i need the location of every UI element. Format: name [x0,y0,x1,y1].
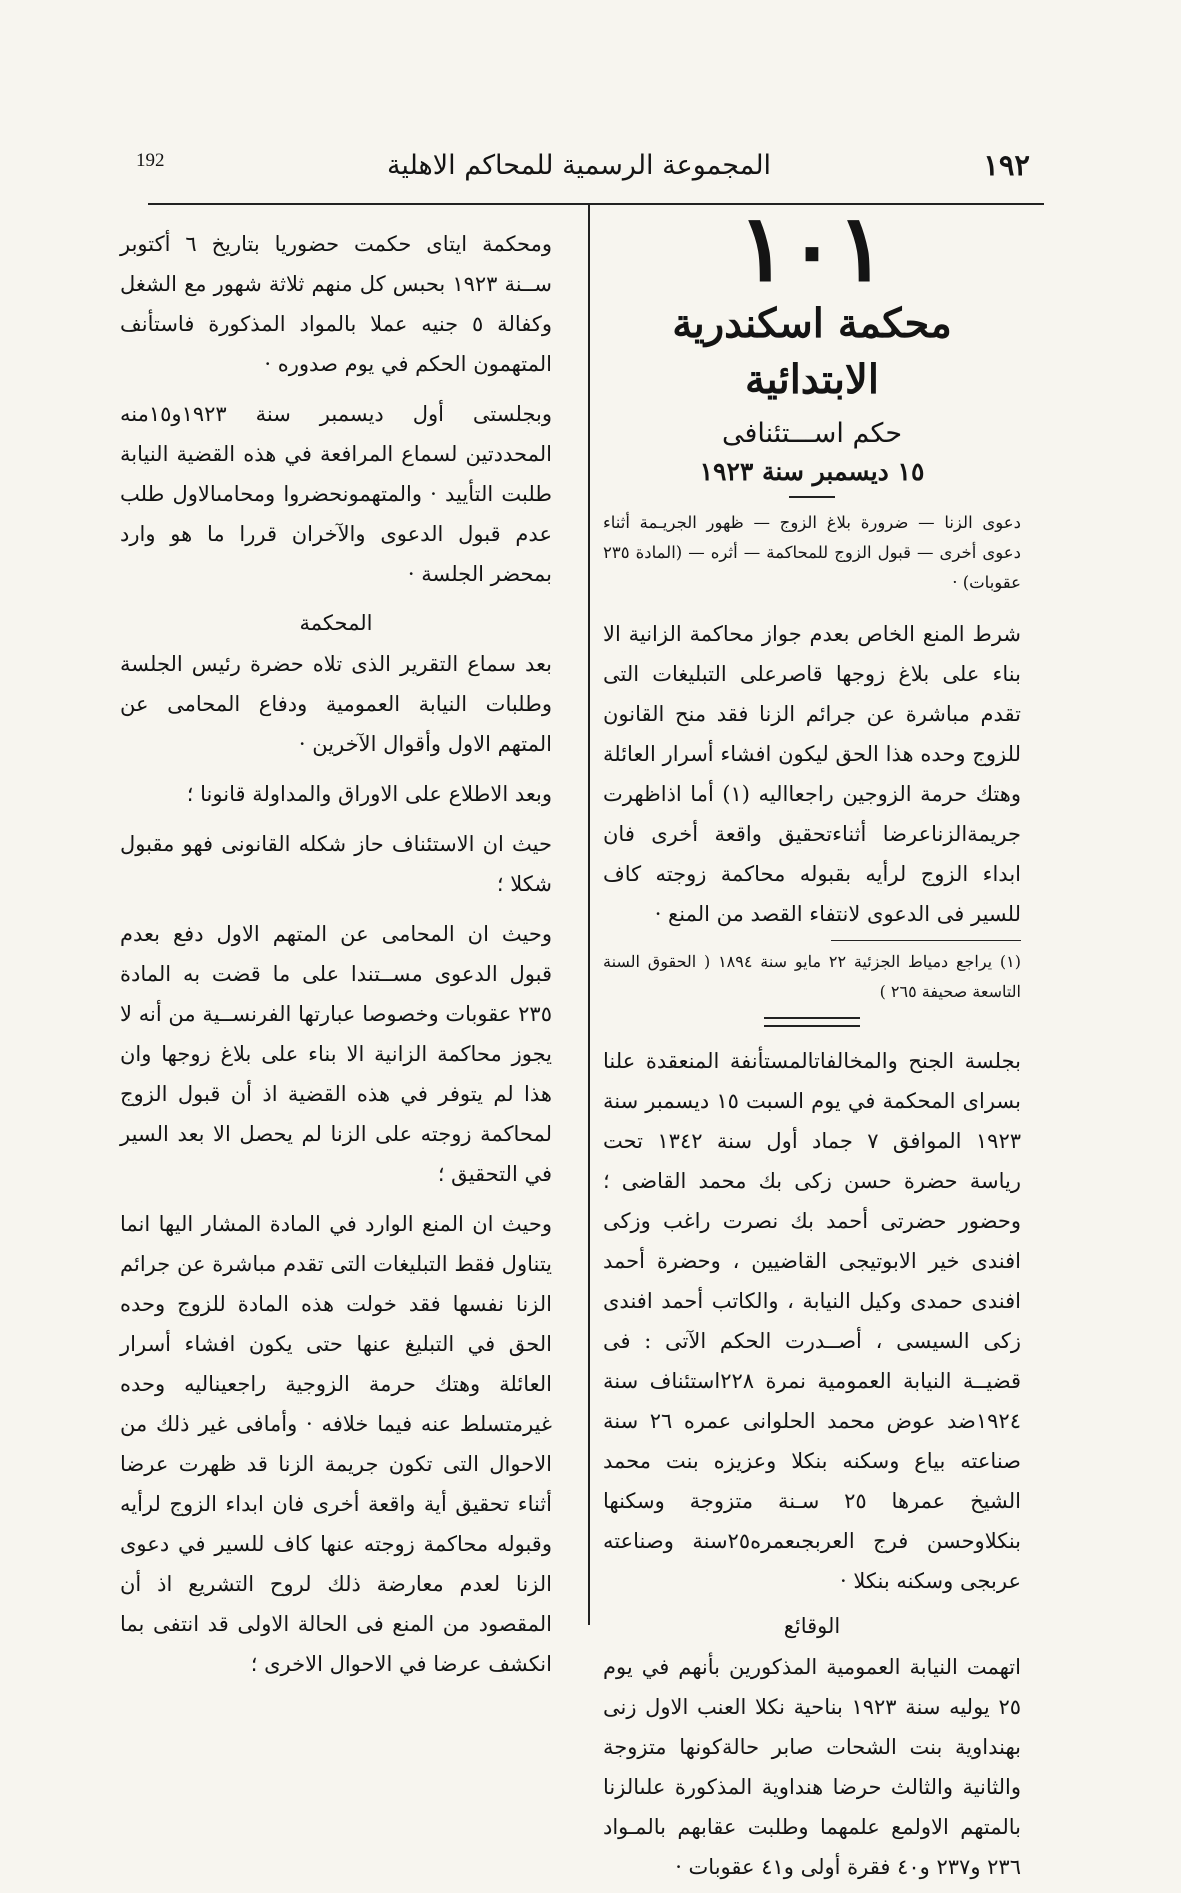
headnote: دعوى الزنا — ضرورة بلاغ الزوج — ظهور الجريـمة أثناء دعوى أخرى — قبول الزوج للمحاكمة — أثره — (المادة ٢٣٥ عقوبات) · [603,513,1021,592]
facts-paragraph: اتهمت النيابة العمومية المذكورين بأنهم في يوم ٢٥ يوليه سنة ١٩٢٣ بناحية نكلا العنب الاول زنى بهنداوية بنت الشحات صابر حالةكونها متزوجة والثانية والثالث حرضا هنداوية المذكورة علىالزنا بالمتهم الاولمع علمهما وطلبت عقابهم بالمـواد ٢٣٦ و٢٣٧ و٤٠ فقرة أولى و٤١ عقوبات · [603,1655,1021,1879]
body-paragraph: وحيث ان المنع الوارد في المادة المشار اليها انما يتناول فقط التبليغات التى تقدم مباشرة عن جرائم الزنا نفسها فقد خولت هذه المادة للزوج وحده الحق في التبليغ عنها حتى يكون افشاء أسرار العائلة وهتك حرمة الزوجية راجعيناليه وحده غيرمتسلط عنه فيما خلافه · وأمافى غير ذلك من الاحوال التى تكون جريمة الزنا قد ظهرت عرضا أثناء تحقيق أية واقعة أخرى فان ابداء الزوج لرأيه وقبوله محاكمة زوجته عنها كاف للسير في دعوى الزنا لعدم معارضة ذلك لروح التشريع اذ أن المقصود من المنع فى الحالة الاولى قد انتفى بما انكشف عرضا في الاحوال الاخرى ؛ [120,1212,552,1676]
footnote: (١) يراجع دمياط الجزئية ٢٢ مايو سنة ١٨٩٤ ( الحقوق السنة التاسعة صحيفة ٢٦٥ ) [603,952,1021,1001]
legal-principle: شرط المنع الخاص بعدم جواز محاكمة الزانية الا بناء على بلاغ زوجها قاصرعلى التبليغات التى تقدم مباشرة عن جرائم الزنا فقد منح القانون للزوج وحده هذا الحق ليكون افشاء أسرار العائلة وهتك حرمة الزوجين راجعااليه (١) أما اذاظهرت جريمةالزناعرضا أثناءتحقيق واقعة أخرى فان ابداء الزوج لرأيه بقبوله محاكمة زوجته كاف للسير فى الدعوى لانتفاء القصد من المنع · [603,622,1021,926]
body-paragraph: وبجلستى أول ديسمبر سنة ١٩٢٣و١٥منه المحددتين لسماع المرافعة في هذه القضية النيابة طلبت التأييد · والمتهمونحضروا ومحامىالاول طلب عدم قبول الدعوى والآخران قررا ما هو وارد بمحضر الجلسة · [120,402,552,586]
column-divider [588,205,590,1625]
body-paragraph: بعد سماع التقرير الذى تلاه حضرة رئيس الجلسة وطلبات النيابة العمومية ودفاع المحامى عن المتهم الاول وأقوال الآخرين · [120,652,552,756]
left-column [120,224,552,1694]
section-double-rule [764,1017,860,1027]
body-paragraph: وبعد الاطلاع على الاوراق والمداولة قانونا ؛ [186,782,552,806]
page-header [118,150,1040,198]
publication-title: المجموعة الرسمية للمحاكم الاهلية [386,150,772,181]
page-number-arabic: ١٩٢ [983,148,1030,182]
court-name: محكمة اسكندرية الابتدائية [672,300,952,403]
title-separator [789,496,835,498]
page-number-latin: 192 [136,150,165,171]
body-paragraph: حيث ان الاستئناف حاز شكله القانونى فهو مقبول شكلا ؛ [120,832,552,896]
right-column [603,194,1022,1893]
facts-heading: الوقائع [783,1614,841,1638]
body-paragraph: ومحكمة ايتاى حكمت حضوريا بتاريخ ٦ أكتوبر ســنة ١٩٢٣ بحبس كل منهم ثلاثة شهور مع الشغل وكفالة ٥ جنيه عملا بالمواد المذكورة فاستأنف المتهمون الحكم في يوم صدوره · [120,232,553,376]
footnote-rule [831,940,1021,941]
body-paragraph: وحيث ان المحامى عن المتهم الاول دفع بعدم قبول الدعوى مســتندا على ما قضت به المادة ٢٣٥ عقوبات وخصوصا عبارتها الفرنســية من أنه لا يجوز محاكمة الزانية الا بناء على بلاغ زوجها وان هذا لم يتوفر في هذه القضية اذ أن قبول الزوج لمحاكمة زوجته على الزنا لم يحصل الا بعد السير في التحقيق ؛ [120,922,552,1186]
court-heading: المحكمة [299,611,373,635]
ruling-date: ١٥ ديسمبر سنة ١٩٢٣ [699,457,925,486]
session-paragraph: بجلسة الجنح والمخالفاتالمستأنفة المنعقدة علنا بسراى المحكمة في يوم السبت ١٥ ديسمبر سنة ١٩٢٣ الموافق ٧ جماد أول سنة ١٣٤٢ تحت رياسة حضرة حسن زكى بك محمد القاضى ؛ وحضور حضرتى أحمد بك نصرت راغب وزكى افندى خير الابوتيجى القاضيين ، وحضرة أحمد افندى حمدى وكيل النيابة ، والكاتب أحمد افندى زكى السيسى ، أصــدرت الحكم الآتى : فى قضيــة النيابة العمومية نمرة ٢٢٨استئناف سنة ١٩٢٤ضد عوض محمد الحلوانى عمره ٢٦ سنة صناعته بياع وسكنه بنكلا وعزيزه بنت محمد الشيخ عمرها ٢٥ سـنة متزوجة وسكنها بنكلاوحسن فرج العربجىعمره٢٥سنة وصناعته عربجى وسكنه بنكلا · [603,1049,1022,1593]
case-number: ١٠١ [737,194,887,302]
ruling-type: حكم اســـتئنافى [721,418,903,449]
